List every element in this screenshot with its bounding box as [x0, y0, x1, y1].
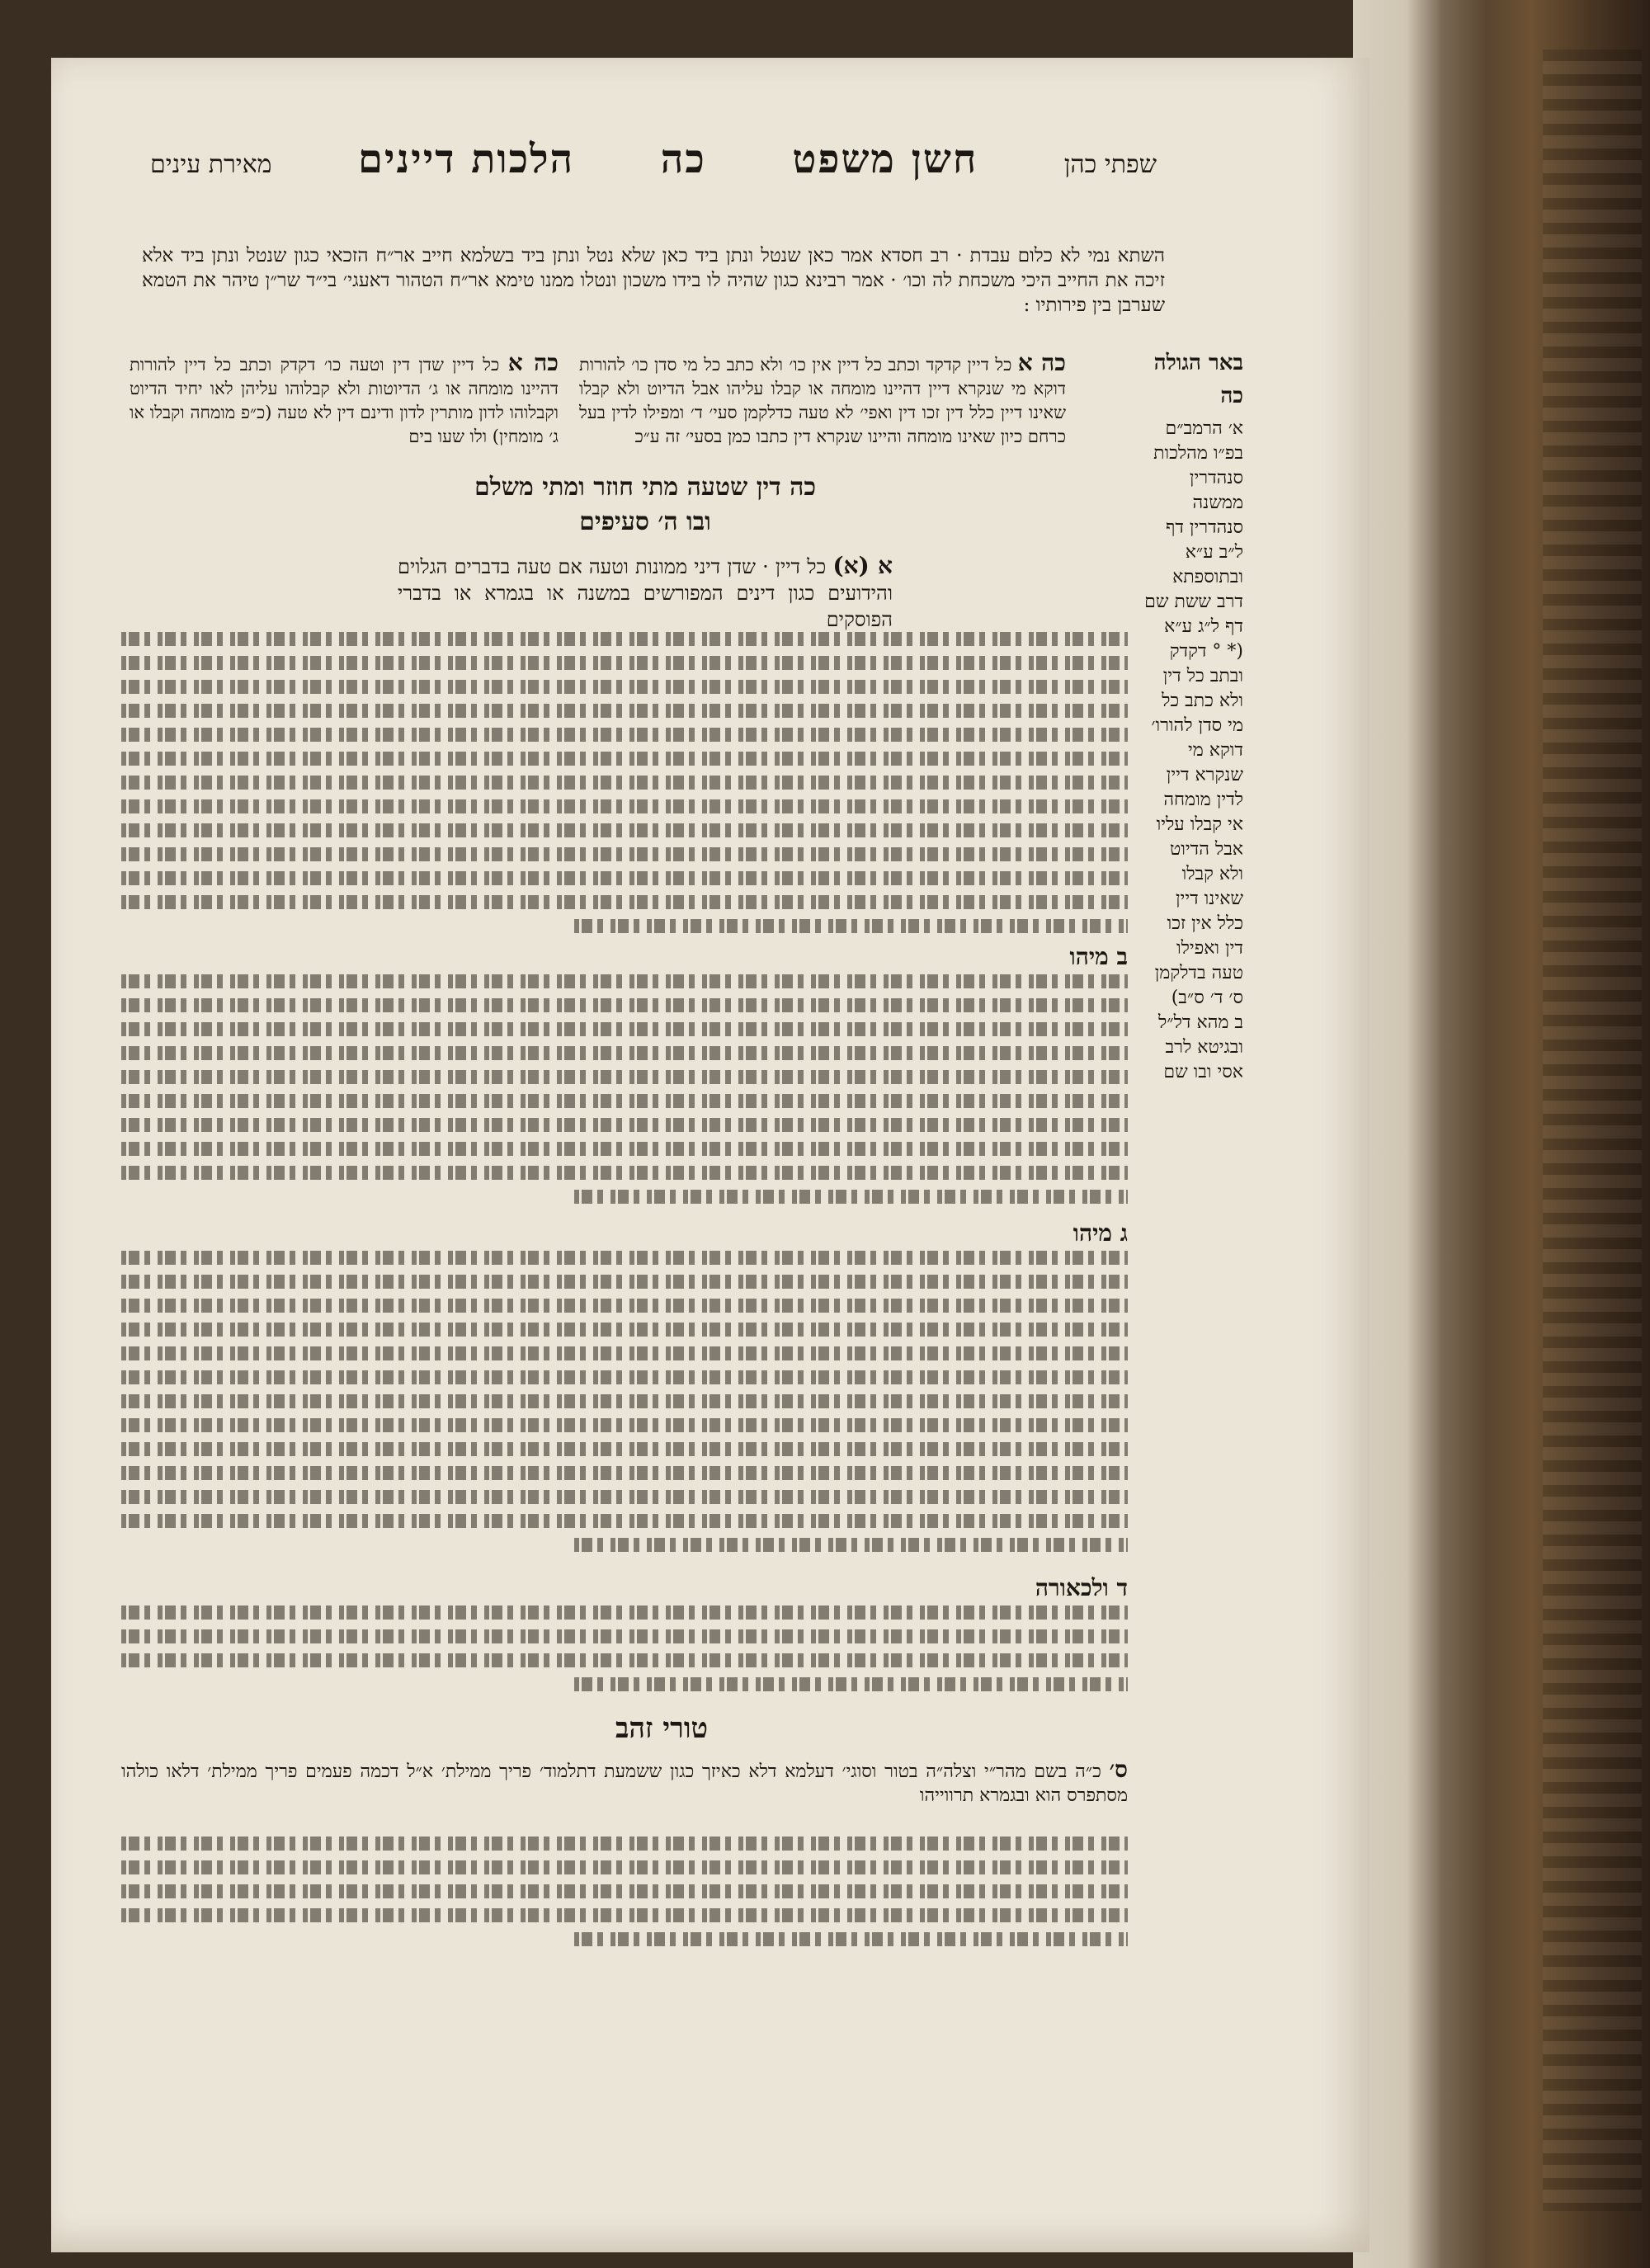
ink-line	[121, 1166, 1128, 1180]
text-line	[121, 651, 1128, 675]
text-line	[121, 1294, 1128, 1318]
shulchan-aruch-text	[398, 553, 893, 633]
siman-title-line1: כה דין שטעה מתי חוזר ומתי משלם	[474, 473, 816, 502]
book-page	[51, 58, 1370, 2252]
commentary-g-mark-row	[121, 1221, 1128, 1246]
commentary-d	[121, 1601, 1128, 1696]
beer-hagolah-line: לדין מומחה	[1163, 790, 1243, 810]
text-line	[121, 1648, 1128, 1672]
text-line	[121, 1437, 1128, 1461]
shulchan-aruch-seif: א (א)	[832, 552, 893, 579]
text-line	[121, 818, 1128, 842]
ink-line	[121, 1442, 1128, 1456]
text-line	[121, 1065, 1128, 1089]
siman-title-line2: ובו ה׳ סעיפים	[579, 507, 711, 536]
ink-line	[121, 656, 1128, 670]
ink-line	[121, 895, 1128, 909]
beer-hagolah-line: ס׳ ד׳ ס״ב)	[1171, 988, 1243, 1008]
ink-line	[121, 1070, 1128, 1084]
header-siman: כה	[660, 136, 706, 182]
text-line	[121, 1413, 1128, 1437]
ink-line	[121, 1118, 1128, 1132]
ink-line	[574, 1538, 1128, 1552]
meirat-top-mark: כה א	[507, 349, 559, 376]
beer-hagolah-line: ב מהא דל״ל	[1157, 1012, 1243, 1033]
text-line	[121, 699, 1128, 723]
beer-hagolah-line: בפ״ו מהלכות	[1153, 443, 1243, 464]
ink-line	[121, 1323, 1128, 1337]
beer-hagolah-line: כלל אין זכו	[1167, 913, 1243, 934]
text-line	[121, 1137, 1128, 1161]
ink-line	[121, 1370, 1128, 1384]
turei-zahav-text	[121, 1757, 1128, 1808]
text-line	[121, 1927, 1128, 1951]
ink-line	[121, 752, 1128, 766]
text-line	[121, 627, 1128, 651]
beer-hagolah-line: א׳ הרמב״ם	[1165, 418, 1243, 439]
text-line	[121, 969, 1128, 993]
beer-hagolah-line: ולא קבלו	[1181, 864, 1243, 884]
commentary-b-mark: ב מיהו	[1069, 943, 1128, 970]
turei-zahav-body: כ״ה בשם מהר״י וצלה״ה בטור וסוגי׳ דעלמא דלא כאיזך כגון ששמעת דתלמוד׳ פריך ממילת׳ א״ל דכמה פעמים פריך ממילת׳ דלאו כולהו מסתפרס הוא ובגמרא תרווייהו	[121, 1761, 1128, 1806]
text-line	[121, 1161, 1128, 1185]
siman-title	[431, 470, 860, 540]
turei-zahav-title: טורי זהב	[615, 1712, 709, 1745]
beer-hagolah-line: דרב ששת שם	[1144, 592, 1243, 612]
text-line	[121, 1318, 1128, 1341]
shach-top	[579, 351, 1066, 449]
beer-hagolah-line: סנהדרין דף	[1165, 517, 1243, 538]
beer-hagolah-line: שאינו דיין	[1175, 889, 1243, 909]
text-line	[121, 723, 1128, 747]
commentary-b	[121, 969, 1128, 1209]
ink-line	[121, 1653, 1128, 1667]
text-line	[121, 1903, 1128, 1927]
meirat-top	[130, 351, 559, 449]
ink-line	[121, 1251, 1128, 1265]
page-header	[150, 136, 1157, 194]
text-line	[121, 1041, 1128, 1065]
beer-hagolah-line: ל״ב ע״א	[1185, 542, 1243, 563]
beer-hagolah-line: אסי ובו שם	[1163, 1062, 1243, 1082]
header-right-label: שפתי כהן	[1063, 150, 1157, 179]
ink-line	[574, 919, 1128, 933]
text-line	[121, 842, 1128, 866]
shach-top-text: כל דיין קדקד וכתב כל דיין אין כו׳ ולא כתב כל מי סדן כו׳ להורות דוקא מי שנקרא דיין דהיינו מומחה או קבלו עליהו אבל הדיוט ולא קבלו שאינו דיין כלל דין זכו דין ואפי׳ לא טעה כדלקמן סעי׳ ד׳ ומפילו לדין בעל כרחם כיון שאינו מומחה והיינו שנקרא דין כתבו כמן בסעי׳ זה ע״כ	[579, 355, 1066, 446]
commentary-g	[121, 1246, 1128, 1557]
ink-line	[121, 1275, 1128, 1289]
header-title-1: חשן משפט	[792, 136, 978, 182]
shach-top-mark: כה א	[1017, 349, 1066, 376]
ink-line	[121, 632, 1128, 646]
beer-hagolah-line: דוקא מי	[1188, 740, 1243, 761]
text-line	[121, 914, 1128, 938]
ink-line	[121, 1466, 1128, 1480]
ink-line	[121, 974, 1128, 988]
text-line	[121, 1113, 1128, 1137]
text-line	[121, 1270, 1128, 1294]
ink-line	[121, 1094, 1128, 1108]
header-left-label: מאירת עינים	[150, 150, 272, 179]
ink-line	[121, 1884, 1128, 1898]
turei-zahav-lines	[121, 1832, 1128, 1951]
text-line	[121, 1832, 1128, 1855]
beer-hagolah-line: סנהדרין	[1189, 468, 1243, 488]
text-line	[121, 675, 1128, 699]
ink-line	[121, 823, 1128, 837]
beer-hagolah-line: אי קבלו עליו	[1156, 814, 1243, 835]
beer-hagolah-line: מי סדן להורו׳	[1151, 715, 1243, 736]
ink-line	[121, 1490, 1128, 1504]
turei-zahav-mark: ס׳	[1109, 1756, 1128, 1783]
meirat-top-text: כל דיין שדן דין וטעה כו׳ דקדק וכתב כל דיין להורות דהיינו מומחה או ג׳ הדיוטות ולא קבלוהו עליהן לאו יחיד הדיוט וקבלוהו לדון מותרין לדון ודינם דין לא טעה (כ״פ מומחה וקבלו או ג׳ מומחין) ולו שעו בים	[130, 355, 559, 446]
commentary-b-mark-row	[121, 945, 1128, 969]
text-line	[121, 1089, 1128, 1113]
ink-line	[121, 1142, 1128, 1156]
text-line	[121, 1879, 1128, 1903]
text-line	[121, 747, 1128, 771]
commentary-g-mark: ג מיהו	[1072, 1219, 1128, 1247]
beer-hagolah-line: ובגיטא לרב	[1165, 1037, 1243, 1058]
ink-line	[121, 799, 1128, 813]
text-line	[121, 1365, 1128, 1389]
ink-line	[121, 1837, 1128, 1851]
text-line	[121, 1389, 1128, 1413]
ink-line	[121, 776, 1128, 790]
text-line	[121, 1017, 1128, 1041]
commentary-d-mark: ד ולכאורה	[1035, 1574, 1128, 1601]
beer-hagolah-line: דף ל״ג ע״א	[1164, 616, 1243, 637]
ink-line	[121, 1299, 1128, 1313]
commentary-d-mark-row	[121, 1576, 1128, 1601]
ink-line	[121, 1394, 1128, 1408]
beer-hagolah-line: ממשנה	[1192, 493, 1243, 513]
beer-hagolah-line: שנקרא דיין	[1166, 765, 1243, 785]
beer-hagolah-line: דין ואפילו	[1176, 938, 1243, 959]
beer-hagolah-heading: באר הגולה	[1153, 351, 1243, 375]
ink-line	[121, 1022, 1128, 1036]
beer-hagolah-siman: כה	[1220, 384, 1243, 408]
ink-line	[121, 1908, 1128, 1922]
shulchan-aruch-body: כל דיין · שדן דיני ממונות וטעה אם טעה בדברים הגלוים והידועים כגון דינים המפורשים במשנה או בגמרא או בדברי הפוסקים	[398, 555, 893, 631]
beer-hagolah-line: טעה בדלקמן	[1154, 963, 1243, 983]
text-line	[121, 1855, 1128, 1879]
text-line	[121, 795, 1128, 818]
commentary-main	[121, 627, 1128, 938]
text-line	[121, 1461, 1128, 1485]
text-line	[121, 1485, 1128, 1509]
ink-line	[121, 1418, 1128, 1432]
text-line	[121, 890, 1128, 914]
header-title-2: הלכות דיינים	[357, 136, 575, 182]
text-line	[121, 1509, 1128, 1533]
beer-hagolah-line: (* ° דקדק	[1169, 641, 1243, 662]
ink-line	[121, 1046, 1128, 1060]
text-line	[121, 866, 1128, 890]
ink-line	[121, 1514, 1128, 1528]
ink-line	[121, 1346, 1128, 1360]
ink-line	[121, 680, 1128, 694]
text-line	[121, 771, 1128, 795]
ink-line	[574, 1932, 1128, 1946]
ink-line	[121, 1860, 1128, 1874]
ink-line	[121, 1629, 1128, 1643]
text-line	[121, 993, 1128, 1017]
ink-line	[121, 847, 1128, 861]
text-line	[121, 1624, 1128, 1648]
book-binding	[1353, 0, 1650, 2268]
intro-text: השתא נמי לא כלום עבדת · רב חסדא אמר כאן שנטל ונתן ביד כאן שלא נטל ונתן ביד בשלמא חייב אר״ח הזכאי כגון שנטל ונתן ביד אלא זיכה את החייב היכי משכחת לה וכו׳ · אמר רבינא כגון שהיה לו בידו משכון ונטלו ממנו טימא אר״ח הטהור דאעגי׳ בי״ד שר״ן טיהר את הטמא שערבן בין פירותיו :	[142, 245, 1165, 316]
ink-line	[574, 1677, 1128, 1691]
text-line	[121, 1533, 1128, 1557]
text-line	[121, 1601, 1128, 1624]
beer-hagolah-line: ובתב כל דין	[1162, 666, 1243, 686]
text-line	[121, 1672, 1128, 1696]
text-line	[121, 1185, 1128, 1209]
ink-line	[121, 728, 1128, 742]
text-line	[121, 1341, 1128, 1365]
beer-hagolah-line: ובתוספתא	[1172, 567, 1243, 587]
ink-line	[121, 1606, 1128, 1620]
beer-hagolah-line: אבל הדיוט	[1169, 839, 1243, 860]
beer-hagolah-line: ולא כתב כל	[1162, 691, 1243, 711]
ink-line	[121, 998, 1128, 1012]
ink-line	[574, 1190, 1128, 1204]
ink-line	[121, 871, 1128, 885]
text-line	[121, 1246, 1128, 1270]
ink-line	[121, 704, 1128, 718]
